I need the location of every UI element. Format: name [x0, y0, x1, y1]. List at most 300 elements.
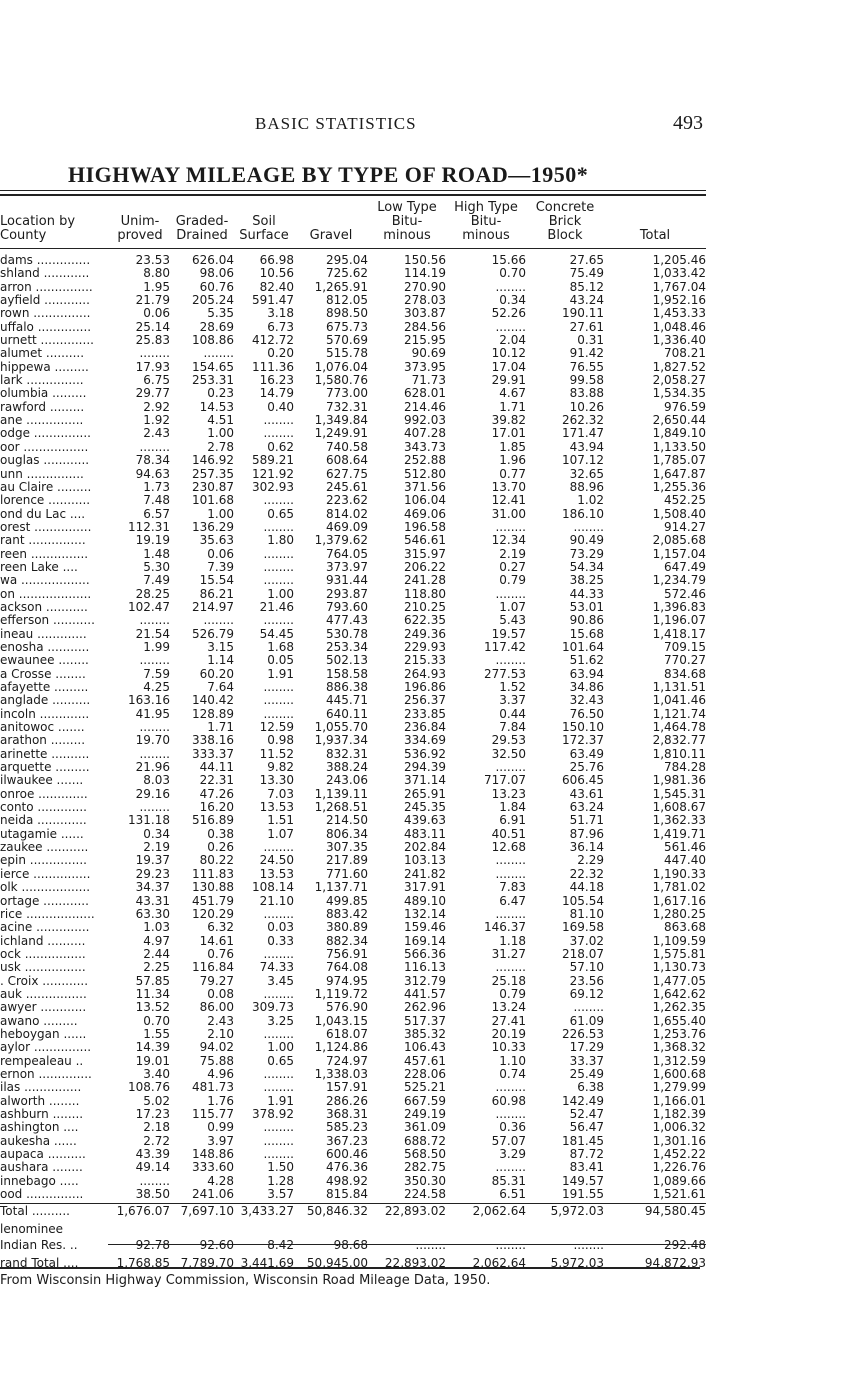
value-cell: 293.87	[326, 586, 368, 601]
table-row	[0, 641, 706, 654]
value-cell: ........	[263, 1147, 294, 1162]
value-cell: 0.33	[267, 933, 294, 948]
value-cell: 28.25	[135, 586, 170, 601]
county-cell: awyer ............	[0, 1000, 87, 1015]
value-cell	[604, 1219, 706, 1236]
column-header-line	[0, 201, 110, 215]
value-cell: 27.61	[569, 319, 604, 334]
value-cell: 333.60	[192, 1160, 234, 1175]
value-cell: 1.00	[207, 506, 234, 521]
value-cell: 447.40	[664, 853, 706, 868]
value-cell: 1,301.16	[652, 1133, 706, 1148]
value-cell: 94,872.93	[644, 1256, 706, 1271]
value-cell: 1,453.33	[652, 306, 706, 321]
value-cell: 257.35	[192, 466, 234, 481]
value-cell: ........	[263, 519, 294, 534]
value-cell: 1,121.74	[652, 706, 706, 721]
value-cell: 22,893.02	[384, 1204, 446, 1219]
value-cell: 191.55	[562, 1187, 604, 1202]
value-cell: 0.06	[143, 306, 170, 321]
value-cell: 10.33	[491, 1040, 526, 1055]
value-cell: 92.78	[135, 1238, 170, 1253]
value-cell: 1,338.03	[314, 1066, 368, 1081]
value-cell: 37.02	[569, 933, 604, 948]
value-cell: 1,124.86	[314, 1040, 368, 1055]
value-cell: 0.31	[577, 333, 604, 348]
value-cell: 1,234.79	[652, 573, 706, 588]
value-cell: 525.21	[404, 1080, 446, 1095]
value-cell: 243.06	[326, 773, 368, 788]
county-cell: ewaunee ........	[0, 653, 89, 668]
value-cell: 1,130.73	[652, 960, 706, 975]
value-cell: 27.41	[491, 1013, 526, 1028]
value-cell: 1,477.05	[652, 973, 706, 988]
value-cell: 1,280.25	[652, 906, 706, 921]
value-cell: 286.26	[326, 1093, 368, 1108]
county-cell: Indian Res. ..	[0, 1238, 78, 1253]
value-cell: 10.12	[491, 346, 526, 361]
table-row	[0, 1001, 706, 1014]
value-cell: 1.48	[143, 546, 170, 561]
value-cell: 83.88	[569, 386, 604, 401]
value-cell: 224.58	[404, 1187, 446, 1202]
value-cell: 108.76	[128, 1080, 170, 1095]
table-row	[0, 534, 706, 547]
county-cell: rice ..................	[0, 906, 95, 921]
table-row	[0, 614, 706, 627]
value-cell: 0.74	[499, 1066, 526, 1081]
table-row	[0, 307, 706, 320]
value-cell: 452.25	[664, 493, 706, 508]
table-row	[0, 814, 706, 827]
table-row	[0, 414, 706, 427]
value-cell: 98.68	[333, 1238, 368, 1253]
value-cell: 1,575.81	[652, 946, 706, 961]
value-cell: 2.29	[577, 853, 604, 868]
county-cell: rawford .........	[0, 399, 85, 414]
value-cell: 483.11	[404, 826, 446, 841]
value-cell: 388.24	[326, 760, 368, 775]
value-cell: 1,279.99	[652, 1080, 706, 1095]
value-cell: 214.97	[192, 599, 234, 614]
value-cell: 1,545.31	[652, 786, 706, 801]
value-cell: 40.51	[491, 826, 526, 841]
value-cell: 16.20	[199, 800, 234, 815]
value-cell: ........	[495, 653, 526, 668]
value-cell: 1.84	[499, 800, 526, 815]
value-cell: 764.05	[326, 546, 368, 561]
value-cell: 13.70	[491, 479, 526, 494]
value-cell: 1,137.71	[314, 880, 368, 895]
value-cell: 44.11	[199, 760, 234, 775]
value-cell: 1,182.39	[652, 1107, 706, 1121]
value-cell: 114.19	[404, 266, 446, 281]
table-row	[0, 1135, 706, 1148]
county-cell: utagamie ......	[0, 826, 84, 841]
value-cell: 15.68	[569, 626, 604, 641]
county-cell: conto .............	[0, 800, 87, 815]
value-cell	[234, 1219, 294, 1236]
value-cell: 91.42	[569, 346, 604, 361]
value-cell: ........	[263, 1120, 294, 1135]
value-cell: 3.25	[267, 1013, 294, 1028]
value-cell: 196.58	[404, 519, 446, 534]
value-cell: 1,379.62	[314, 533, 368, 548]
value-cell: 1,849.10	[652, 426, 706, 441]
value-cell: 21.46	[259, 599, 294, 614]
value-cell: 883.42	[326, 906, 368, 921]
value-cell: 732.31	[326, 399, 368, 414]
value-cell: 15.54	[199, 573, 234, 588]
value-cell: 29.16	[135, 786, 170, 801]
value-cell: 1,810.11	[652, 746, 706, 761]
county-cell: epin ...............	[0, 853, 87, 868]
county-cell: enosha ...........	[0, 639, 90, 654]
value-cell: 793.60	[326, 599, 368, 614]
value-cell: 14.39	[135, 1040, 170, 1055]
value-cell: ........	[495, 906, 526, 921]
value-cell: 1,265.91	[314, 279, 368, 294]
value-cell: 1,133.50	[652, 439, 706, 454]
county-cell: ouglas ............	[0, 453, 90, 468]
footnote: From Wisconsin Highway Commission, Wisconsin Road Mileage Data, 1950.	[0, 1273, 491, 1288]
value-cell: 13.52	[135, 1000, 170, 1015]
value-cell: 815.84	[326, 1187, 368, 1202]
county-cell: olumbia .........	[0, 386, 87, 401]
value-cell: 13.24	[491, 1000, 526, 1015]
county-cell: urnett ..............	[0, 333, 94, 348]
value-cell: 27.65	[569, 253, 604, 267]
page-number: 493	[673, 112, 703, 134]
table-row	[0, 801, 706, 814]
county-cell: ond du Lac ....	[0, 506, 86, 521]
county-cell: heboygan ......	[0, 1026, 87, 1041]
value-cell: 4.97	[143, 933, 170, 948]
value-cell: 15.66	[491, 253, 526, 267]
value-cell: 1,952.16	[652, 293, 706, 308]
total-row	[0, 1219, 706, 1236]
value-cell: 0.20	[267, 346, 294, 361]
value-cell: 1,647.87	[652, 466, 706, 481]
value-cell: 675.73	[326, 319, 368, 334]
value-cell: 1,157.04	[652, 546, 706, 561]
value-cell: 111.83	[192, 866, 234, 881]
value-cell: 1,033.42	[652, 266, 706, 281]
column-header-line	[604, 201, 706, 215]
county-cell: ane ...............	[0, 413, 84, 428]
column-header-line: proved	[117, 228, 163, 243]
column-header	[526, 198, 604, 248]
value-cell: 0.79	[499, 986, 526, 1001]
value-cell: 131.18	[128, 813, 170, 828]
value-cell: 1,055.70	[314, 720, 368, 735]
county-cell: . Croix ............	[0, 973, 89, 988]
value-cell: 171.47	[562, 426, 604, 441]
value-cell: 186.10	[562, 506, 604, 521]
value-cell: 99.58	[569, 373, 604, 388]
value-cell: 2.92	[143, 399, 170, 414]
value-cell: 202.84	[404, 840, 446, 855]
table-row	[0, 248, 706, 267]
value-cell: 3.29	[499, 1147, 526, 1162]
column-header-line: Concrete	[535, 200, 595, 215]
value-cell: 82.40	[259, 279, 294, 294]
value-cell: 29.23	[135, 866, 170, 881]
county-cell: a Crosse ........	[0, 666, 86, 681]
county-cell: incoln .............	[0, 706, 90, 721]
value-cell: 13.30	[259, 773, 294, 788]
table-row	[0, 868, 706, 881]
column-header	[110, 198, 170, 248]
value-cell: 39.82	[491, 413, 526, 428]
value-cell: 3.15	[207, 639, 234, 654]
value-cell: 2,650.44	[652, 413, 706, 428]
value-cell: 49.14	[135, 1160, 170, 1175]
value-cell: 19.19	[135, 533, 170, 548]
county-cell: alworth ........	[0, 1093, 80, 1108]
value-cell: 75.88	[199, 1053, 234, 1068]
value-cell: 1,368.32	[652, 1040, 706, 1055]
value-cell: ........	[139, 613, 170, 628]
value-cell: 47.26	[199, 786, 234, 801]
value-cell: 1,089.66	[652, 1173, 706, 1188]
value-cell: 806.34	[326, 826, 368, 841]
value-cell: 1,781.02	[652, 880, 706, 895]
value-cell: 307.35	[326, 840, 368, 855]
value-cell: 262.96	[404, 1000, 446, 1015]
value-cell: 228.06	[404, 1066, 446, 1081]
value-cell: 585.23	[326, 1120, 368, 1135]
county-cell: ierce ...............	[0, 866, 91, 881]
value-cell: 515.78	[326, 346, 368, 361]
value-cell: 627.75	[326, 466, 368, 481]
value-cell: 23.56	[569, 973, 604, 988]
value-cell: ........	[263, 1026, 294, 1041]
value-cell: 102.47	[128, 599, 170, 614]
value-cell: 8.03	[143, 773, 170, 788]
value-cell: 371.14	[404, 773, 446, 788]
value-cell: 688.72	[404, 1133, 446, 1148]
value-cell: 101.68	[192, 493, 234, 508]
value-cell: 10.56	[259, 266, 294, 281]
value-cell: 0.99	[207, 1120, 234, 1135]
table-row	[0, 1188, 706, 1201]
value-cell: 740.58	[326, 439, 368, 454]
value-cell: 34.37	[135, 880, 170, 895]
column-header-line	[170, 201, 234, 215]
value-cell: 25.49	[569, 1066, 604, 1081]
column-header-line: Surface	[239, 228, 289, 243]
value-cell: ........	[263, 693, 294, 708]
value-cell: ........	[263, 559, 294, 574]
value-cell: 41.95	[135, 706, 170, 721]
value-cell: 76.55	[569, 359, 604, 374]
value-cell: 249.19	[404, 1107, 446, 1121]
value-cell: 1,676.07	[116, 1204, 170, 1219]
value-cell: 121.92	[252, 466, 294, 481]
value-cell: 608.64	[326, 453, 368, 468]
value-cell: 7.59	[143, 666, 170, 681]
value-cell: 63.24	[569, 800, 604, 815]
value-cell: 530.78	[326, 626, 368, 641]
value-cell: 303.87	[404, 306, 446, 321]
column-header-line: Location by	[0, 214, 76, 229]
value-cell: 217.89	[326, 853, 368, 868]
table-header	[0, 198, 706, 248]
value-cell: 863.68	[664, 920, 706, 935]
value-cell: 25.14	[135, 319, 170, 334]
value-cell: 106.04	[404, 493, 446, 508]
value-cell: 647.49	[664, 559, 706, 574]
value-cell: ........	[263, 413, 294, 428]
value-cell: 1.96	[499, 453, 526, 468]
value-cell: 78.34	[135, 453, 170, 468]
value-cell: ........	[139, 800, 170, 815]
table-row	[0, 881, 706, 894]
value-cell: 117.42	[484, 639, 526, 654]
value-cell: 169.14	[404, 933, 446, 948]
value-cell: 2,832.77	[652, 733, 706, 748]
table-row	[0, 761, 706, 774]
county-cell: zaukee ...........	[0, 840, 89, 855]
value-cell: 196.86	[404, 680, 446, 694]
value-cell: 116.84	[192, 960, 234, 975]
value-cell: 9.82	[267, 760, 294, 775]
value-cell: 1,349.84	[314, 413, 368, 428]
value-cell: 8.42	[267, 1238, 294, 1253]
value-cell: 1,262.35	[652, 1000, 706, 1015]
value-cell: 1,336.40	[652, 333, 706, 348]
value-cell: 2,062.64	[472, 1204, 526, 1219]
value-cell: 764.08	[326, 960, 368, 975]
value-cell: 1,166.01	[652, 1093, 706, 1108]
value-cell: 94.63	[135, 466, 170, 481]
value-cell: 1,655.40	[652, 1013, 706, 1028]
value-cell: 476.36	[326, 1160, 368, 1175]
value-cell: 2.10	[207, 1026, 234, 1041]
value-cell: ........	[263, 946, 294, 961]
value-cell: 2.72	[143, 1133, 170, 1148]
value-cell: 0.65	[267, 506, 294, 521]
value-cell: 380.89	[326, 920, 368, 935]
value-cell: 361.09	[404, 1120, 446, 1135]
value-cell: 7.48	[143, 493, 170, 508]
value-cell: 1.71	[207, 720, 234, 735]
value-cell: ........	[263, 1066, 294, 1081]
value-cell: 32.50	[491, 746, 526, 761]
value-cell: 1.99	[143, 639, 170, 654]
table-row	[0, 1068, 706, 1081]
value-cell: 43.24	[569, 293, 604, 308]
value-cell: 12.68	[491, 840, 526, 855]
value-cell: 2.78	[207, 439, 234, 454]
county-cell: lorence ...........	[0, 493, 91, 508]
value-cell: 24.50	[259, 853, 294, 868]
value-cell: 98.06	[199, 266, 234, 281]
county-cell: ortage ............	[0, 893, 89, 908]
column-header-line: High Type	[454, 200, 518, 215]
county-cell: neida .............	[0, 813, 87, 828]
value-cell: ........	[263, 1133, 294, 1148]
value-cell: 146.37	[484, 920, 526, 935]
county-cell: rand Total ....	[0, 1256, 79, 1271]
value-cell: 992.03	[404, 413, 446, 428]
value-cell: 1.02	[577, 493, 604, 508]
county-cell: olk ..................	[0, 880, 91, 895]
table-row	[0, 708, 706, 721]
table-row	[0, 1161, 706, 1174]
value-cell: 882.34	[326, 933, 368, 948]
value-cell: 31.00	[491, 506, 526, 521]
value-cell: 29.77	[135, 386, 170, 401]
value-cell: 561.46	[664, 840, 706, 855]
value-cell: 233.85	[404, 706, 446, 721]
value-cell: 92.60	[199, 1238, 234, 1253]
value-cell: 373.95	[404, 359, 446, 374]
value-cell: 6.91	[499, 813, 526, 828]
county-cell: shland ............	[0, 266, 90, 281]
county-cell: rant ...............	[0, 533, 86, 548]
value-cell: 22.31	[199, 773, 234, 788]
value-cell: 241.82	[404, 866, 446, 881]
value-cell: 373.97	[326, 559, 368, 574]
value-cell: 481.73	[192, 1080, 234, 1095]
value-cell: ........	[573, 519, 604, 534]
county-cell: acine ..............	[0, 920, 90, 935]
value-cell: 4.67	[499, 386, 526, 401]
total-row	[0, 1201, 706, 1218]
value-cell: 5,972.03	[550, 1204, 604, 1219]
value-cell: 3.40	[143, 1066, 170, 1081]
value-cell: 19.37	[135, 853, 170, 868]
value-cell: 53.01	[569, 599, 604, 614]
value-cell: 1,767.04	[652, 279, 706, 294]
value-cell: 73.29	[569, 546, 604, 561]
value-cell: 1.14	[207, 653, 234, 668]
value-cell: 1,981.36	[652, 773, 706, 788]
value-cell: 25.18	[491, 973, 526, 988]
value-cell: 21.54	[135, 626, 170, 641]
county-cell: auk ................	[0, 986, 87, 1001]
table-row	[0, 561, 706, 574]
value-cell: 1.50	[267, 1160, 294, 1175]
value-cell: 277.53	[484, 666, 526, 681]
value-cell: 1,362.33	[652, 813, 706, 828]
value-cell: 83.41	[569, 1160, 604, 1175]
value-cell: ........	[495, 960, 526, 975]
value-cell: 606.45	[562, 773, 604, 788]
value-cell: 7.49	[143, 573, 170, 588]
column-header-line: Drained	[176, 228, 228, 243]
value-cell: 756.91	[326, 946, 368, 961]
table-row	[0, 267, 706, 280]
column-header-line: County	[0, 228, 47, 243]
value-cell: 1.80	[267, 533, 294, 548]
value-cell: 210.25	[404, 599, 446, 614]
value-cell: 1,268.51	[314, 800, 368, 815]
value-cell: 253.31	[192, 373, 234, 388]
value-cell: 0.77	[499, 466, 526, 481]
column-header-line: Low Type	[377, 200, 437, 215]
value-cell: 834.68	[664, 666, 706, 681]
value-cell: 66.98	[259, 253, 294, 267]
value-cell: 205.24	[192, 293, 234, 308]
value-cell: 1.28	[267, 1173, 294, 1188]
value-cell: 150.10	[562, 720, 604, 735]
table-row	[0, 734, 706, 747]
value-cell: ........	[495, 586, 526, 601]
value-cell: 5.35	[207, 306, 234, 321]
